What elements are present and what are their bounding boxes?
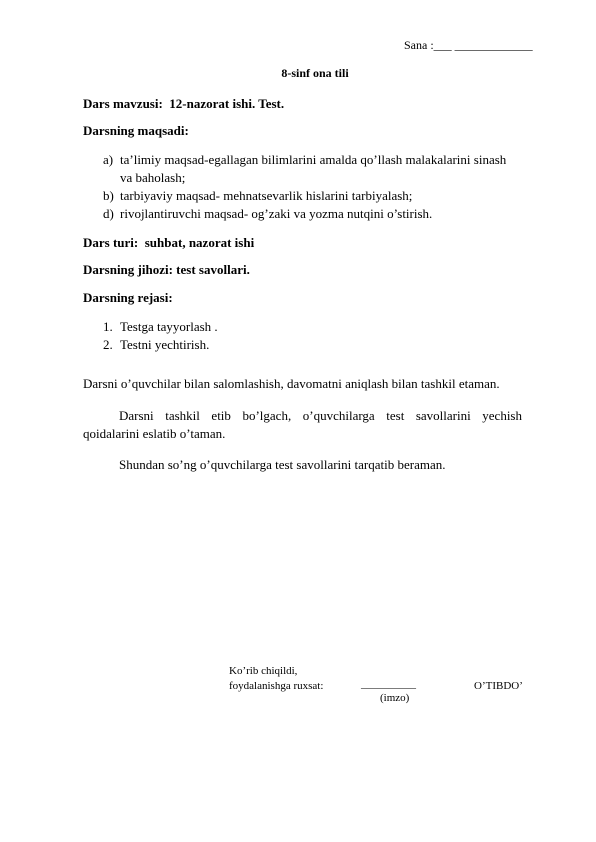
approver-label: O’TIBDO’ xyxy=(474,680,523,692)
lesson-type-value: suhbat, nazorat ishi xyxy=(144,235,255,250)
paragraph: Darsni o’quvchilar bilan salomlashish, davomatni aniqlash bilan tashkil etaman. xyxy=(83,376,500,391)
goal-marker: a) xyxy=(103,152,114,167)
lesson-type xyxy=(83,235,254,251)
goal-text-continued: va baholash; xyxy=(120,170,186,185)
goal-item-d xyxy=(103,205,432,223)
permission-label: foydalanishga ruxsat: xyxy=(229,680,324,692)
lesson-type-label: Dars turi: xyxy=(83,235,139,250)
plan-item xyxy=(103,318,218,336)
goal-marker: b) xyxy=(103,188,114,203)
paragraph-line: qoidalarini eslatib o’taman. xyxy=(83,426,226,441)
reviewed-label: Ko’rib chiqildi, xyxy=(229,665,298,677)
paragraph: Shundan so’ng o’quvchilarga test savollarini tarqatib beraman. xyxy=(119,457,446,472)
signature-line: __________ xyxy=(361,678,416,690)
topic-label: Dars mavzusi: xyxy=(83,96,163,111)
plan-marker: 1. xyxy=(103,319,113,334)
goal-text: tarbiyaviy maqsad- mehnatsevarlik hislarini tarbiyalash; xyxy=(120,188,413,203)
topic-value: 12-nazorat ishi. Test. xyxy=(169,96,285,111)
plan-text: Testga tayyorlash . xyxy=(120,319,218,334)
plan-heading: Darsning rejasi: xyxy=(83,290,173,305)
goal-item-b xyxy=(103,187,412,205)
goal-text: rivojlantiruvchi maqsad- og’zaki va yozma nutqini o’stirish. xyxy=(120,206,433,221)
lesson-topic xyxy=(83,96,284,112)
lesson-equipment: Darsning jihozi: test savollari. xyxy=(83,262,250,277)
plan-item xyxy=(103,336,209,354)
signature-caption: (imzo) xyxy=(380,692,410,704)
goal-item-a xyxy=(103,151,506,187)
page-title: 8-sinf ona tili xyxy=(281,66,349,80)
goal-text: ta’limiy maqsad-egallagan bilimlarini amalda qo’llash malakalarini sinash xyxy=(120,152,507,167)
goal-marker: d) xyxy=(103,206,114,221)
plan-text: Testni yechtirish. xyxy=(120,337,210,352)
goals-heading: Darsning maqsadi: xyxy=(83,123,189,138)
plan-marker: 2. xyxy=(103,337,113,352)
paragraph-line: Darsni tashkil etib bo’lgach, o’quvchilarga test savollarini yechish xyxy=(119,408,522,423)
date-field: Sana :___ _____________ xyxy=(404,38,533,52)
